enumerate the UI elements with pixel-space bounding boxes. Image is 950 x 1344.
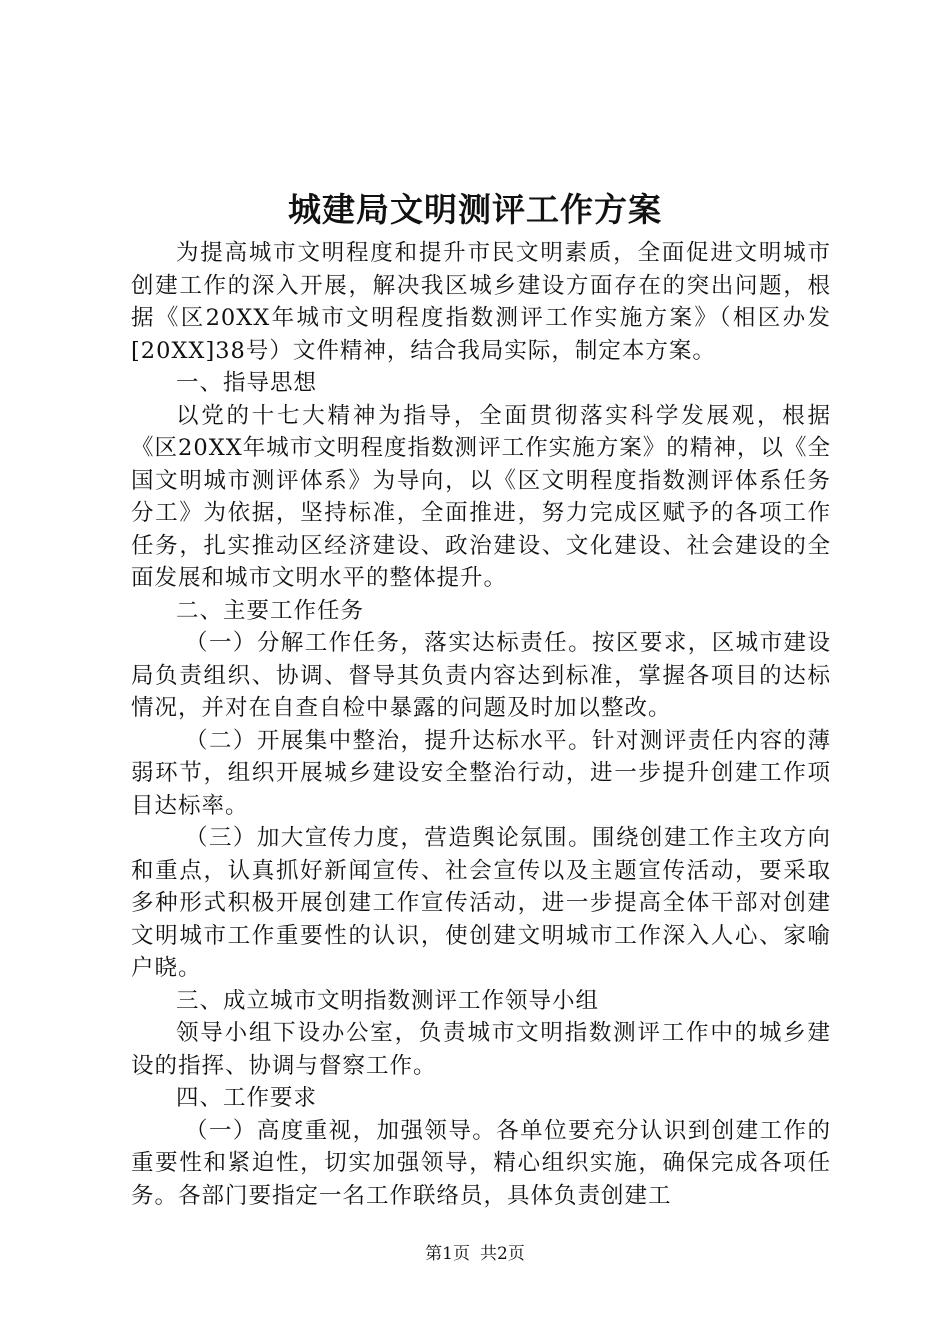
paragraph-leading-group: 领导小组下设办公室，负责城市文明指数测评工作中的城乡建设的指挥、协调与督察工作。	[131, 1020, 831, 1079]
document-title: 城建局文明测评工作方案	[288, 190, 662, 229]
paragraph-task-2: （二）开展集中整治，提升达标水平。针对测评责任内容的薄弱环节，组织开展城乡建设安全整治行动，进一步提升创建工作项目达标率。	[131, 727, 831, 819]
page-footer	[0, 1242, 950, 1266]
section-heading-main-tasks: 二、主要工作任务	[176, 597, 365, 624]
section-heading-guiding-ideology: 一、指导思想	[176, 370, 318, 396]
paragraph-task-3: （三）加大宣传力度，营造舆论氛围。围绕创建工作主攻方向和重点，认真抓好新闻宣传、社会宣传以及主题宣传活动，要采取多种形式积极开展创建工作宣传活动，进一步提高全体干部对创建文明城市工作重要性的认识，使创建文明城市工作深入人心、家喻户晓。	[131, 825, 831, 981]
paragraph-guiding-ideology: 以党的十七大精神为指导，全面贯彻落实科学发展观，根据《区20XX年城市文明程度指数测评工作实施方案》的精神，以《全国文明城市测评体系》为导向，以《区文明程度指数测评体系任务分工》为依据，坚持标准，全面推进，努力完成区赋予的各项工作任务，扎实推动区经济建设、政治建设、文化建设、社会建设的全面发展和城市文明水平的整体提升。	[131, 402, 831, 591]
document-body	[131, 237, 831, 1212]
section-heading-requirements: 四、工作要求	[176, 1085, 318, 1111]
paragraph-requirement-1: （一）高度重视，加强领导。各单位要充分认识到创建工作的重要性和紧迫性，切实加强领导，精心组织实施，确保完成各项任务。各部门要指定一名工作联络员，具体负责创建工	[131, 1117, 831, 1209]
paragraph-task-1: （一）分解工作任务，落实达标责任。按区要求，区城市建设局负责组织、协调、督导其负责内容达到标准，掌握各项目的达标情况，并对在自查自检中暴露的问题及时加以整改。	[131, 630, 831, 721]
page-total: 共2页	[480, 1244, 525, 1264]
page-number: 第1页	[425, 1244, 470, 1264]
section-heading-leading-group: 三、成立城市文明指数测评工作领导小组	[176, 987, 600, 1014]
paragraph-intro: 为提高城市文明程度和提升市民文明素质，全面促进文明城市创建工作的深入开展，解决我区城乡建设方面存在的突出问题，根据《区20XX年城市文明程度指数测评工作实施方案》（相区办发[20XX]38号）文件精神，结合我局实际，制定本方案。	[131, 240, 831, 364]
